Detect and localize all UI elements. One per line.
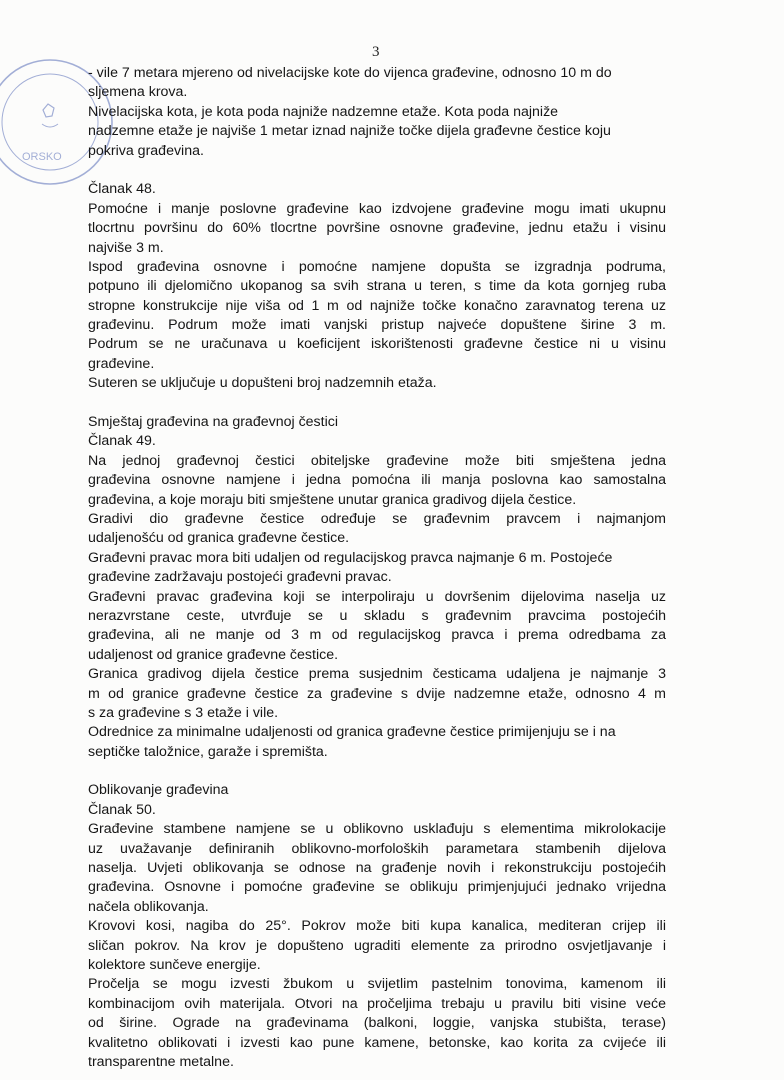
text-line: građevinu. Podrum može imati vanjski pristup najveće dopuštene širine 3 m. [88, 317, 666, 334]
text-line: kolektore sunčeve energije. [88, 956, 261, 973]
text-line: Podrum se ne uračunava u koeficijent iskorištenosti građevne čestice ni u visinu [88, 336, 666, 353]
text-line: Na jednoj građevnoj čestici obiteljske građevine može biti smještena jedna [88, 452, 666, 469]
text-line: Građevni pravac građevina koji se interpoliraju u dovršenim dijelovima naselja uz [88, 588, 666, 605]
text-line: građevina, ali ne manje od 3 m od regulacijskog pravca i prema odredbama za [88, 627, 666, 644]
stamp-text: ORSKO [22, 151, 62, 163]
text-line: naselja. Uvjeti oblikovanja se odnose na građenje novih i rekonstrukciju postojećih [88, 860, 666, 877]
text-line: uz uvažavanje definiranih oblikovno-morfoloških parametara stambenih dijelova [88, 840, 666, 857]
text-line: Odrednice za minimalne udaljenosti od granica građevne čestice primijenjuju se i na [88, 724, 616, 741]
text-line: Građevni pravac mora biti udaljen od regulacijskog pravca najmanje 6 m. Postojeće [88, 549, 613, 566]
text-line: Pročelja se mogu izvesti žbukom u svijetlim pastelnim tonovima, kamenom ili [88, 976, 666, 993]
blank-line [88, 394, 666, 413]
text-line: tlocrtnu površinu do 60% tlocrtne površine osnovne građevine, jednu etažu i visinu [88, 220, 666, 237]
text-line: Pomoćne i manje poslovne građevine kao izdvojene građevine mogu imati ukupnu [88, 200, 666, 217]
text-line: nerazvrstane ceste, utvrđuje se u skladu s građevnim pravcima postojećih [88, 607, 666, 624]
text-line: Članak 50. [88, 801, 156, 818]
text-line: transparentne metalne. [88, 1053, 234, 1070]
text-line: kvalitetno oblikovati i izvesti kao pune kamene, betonske, kao korita za cvijeće ili [88, 1034, 666, 1051]
page-number: 3 [372, 44, 380, 60]
text-line: načela oblikovanja. [88, 898, 209, 915]
text-line: građevine. [88, 355, 155, 372]
blank-line [88, 161, 666, 180]
text-line: Suteren se uključuje u dopušteni broj nadzemnih etaža. [88, 375, 437, 392]
text-line: Ispod građevina osnovne i pomoćne namjene dopušta se izgradnja podruma, [88, 258, 666, 275]
text-line: Granica gradivog dijela čestice prema susjednim česticama udaljena je najmanje 3 [88, 666, 666, 683]
text-line: najviše 3 m. [88, 239, 164, 256]
document-body [88, 64, 666, 1072]
text-line: sljemena krova. [88, 84, 188, 101]
text-line: građevine zadržavaju postojeći građevni pravac. [88, 569, 392, 586]
text-line: septičke taložnice, garaže i spremišta. [88, 743, 328, 760]
text-line: pokriva građevina. [88, 142, 204, 159]
text-line: stropne konstrukcije nije viša od 1 m od najniže točke konačno zaravnatog terena uz [88, 297, 666, 314]
text-line: Članak 49. [88, 433, 156, 450]
text-line: potpuno ili djelomično ukopanog sa svih strana u teren, s time da kota gornjeg ruba [88, 278, 666, 295]
text-line: od širine. Ograde na građevinama (balkoni, loggie, vanjska stubišta, terase) [88, 1015, 666, 1032]
text-line: Smještaj građevina na građevnoj čestici [88, 414, 338, 431]
text-line: Krovovi kosi, nagiba do 25°. Pokrov može biti kupa kanalica, mediteran crijep ili [88, 918, 666, 935]
text-line: građevina, a koje moraju biti smještene unutar granica gradivog dijela čestice. [88, 491, 577, 508]
text-line: građevina. Osnovne i pomoćne građevine se oblikuju primjenjujući jednako vrijedna [88, 879, 666, 896]
text-line: građevina osnovne namjene i jedna pomoćna ili manja poslovna kao samostalna [88, 472, 666, 489]
text-line: m od granice građevne čestice za građevine s dvije nadzemne etaže, odnosno 4 m [88, 685, 666, 702]
text-line: Građevine stambene namjene se u oblikovno usklađuju s elementima mikrolokacije [88, 821, 666, 838]
text-line: Gradivi dio građevne čestice određuje se građevnim pravcem i najmanjom [88, 510, 666, 527]
text-line: - vile 7 metara mjereno od nivelacijske kote do vijenca građevine, odnosno 10 m do [88, 65, 612, 81]
text-line: nadzemne etaže je najviše 1 metar iznad najniže točke dijela građevne čestice koju [88, 123, 611, 140]
text-line: Članak 48. [88, 181, 156, 198]
text-line: udaljenost od granice građevne čestice. [88, 646, 339, 663]
blank-line [88, 762, 666, 781]
text-line: Nivelacijska kota, je kota poda najniže nadzemne etaže. Kota poda najniže [88, 103, 559, 120]
text-line: sličan pokrov. Na krov je dopušteno ugraditi elemente za prirodno osvjetljavanje i [88, 937, 666, 954]
text-line: udaljenošću od granica građevne čestice. [88, 530, 350, 547]
text-line: s za građevine s 3 etaže i vile. [88, 704, 279, 721]
text-line: kombinacijom ovih materijala. Otvori na pročeljima trebaju u pravilu biti visine veće [88, 995, 666, 1012]
text-line: Oblikovanje građevina [88, 782, 229, 799]
